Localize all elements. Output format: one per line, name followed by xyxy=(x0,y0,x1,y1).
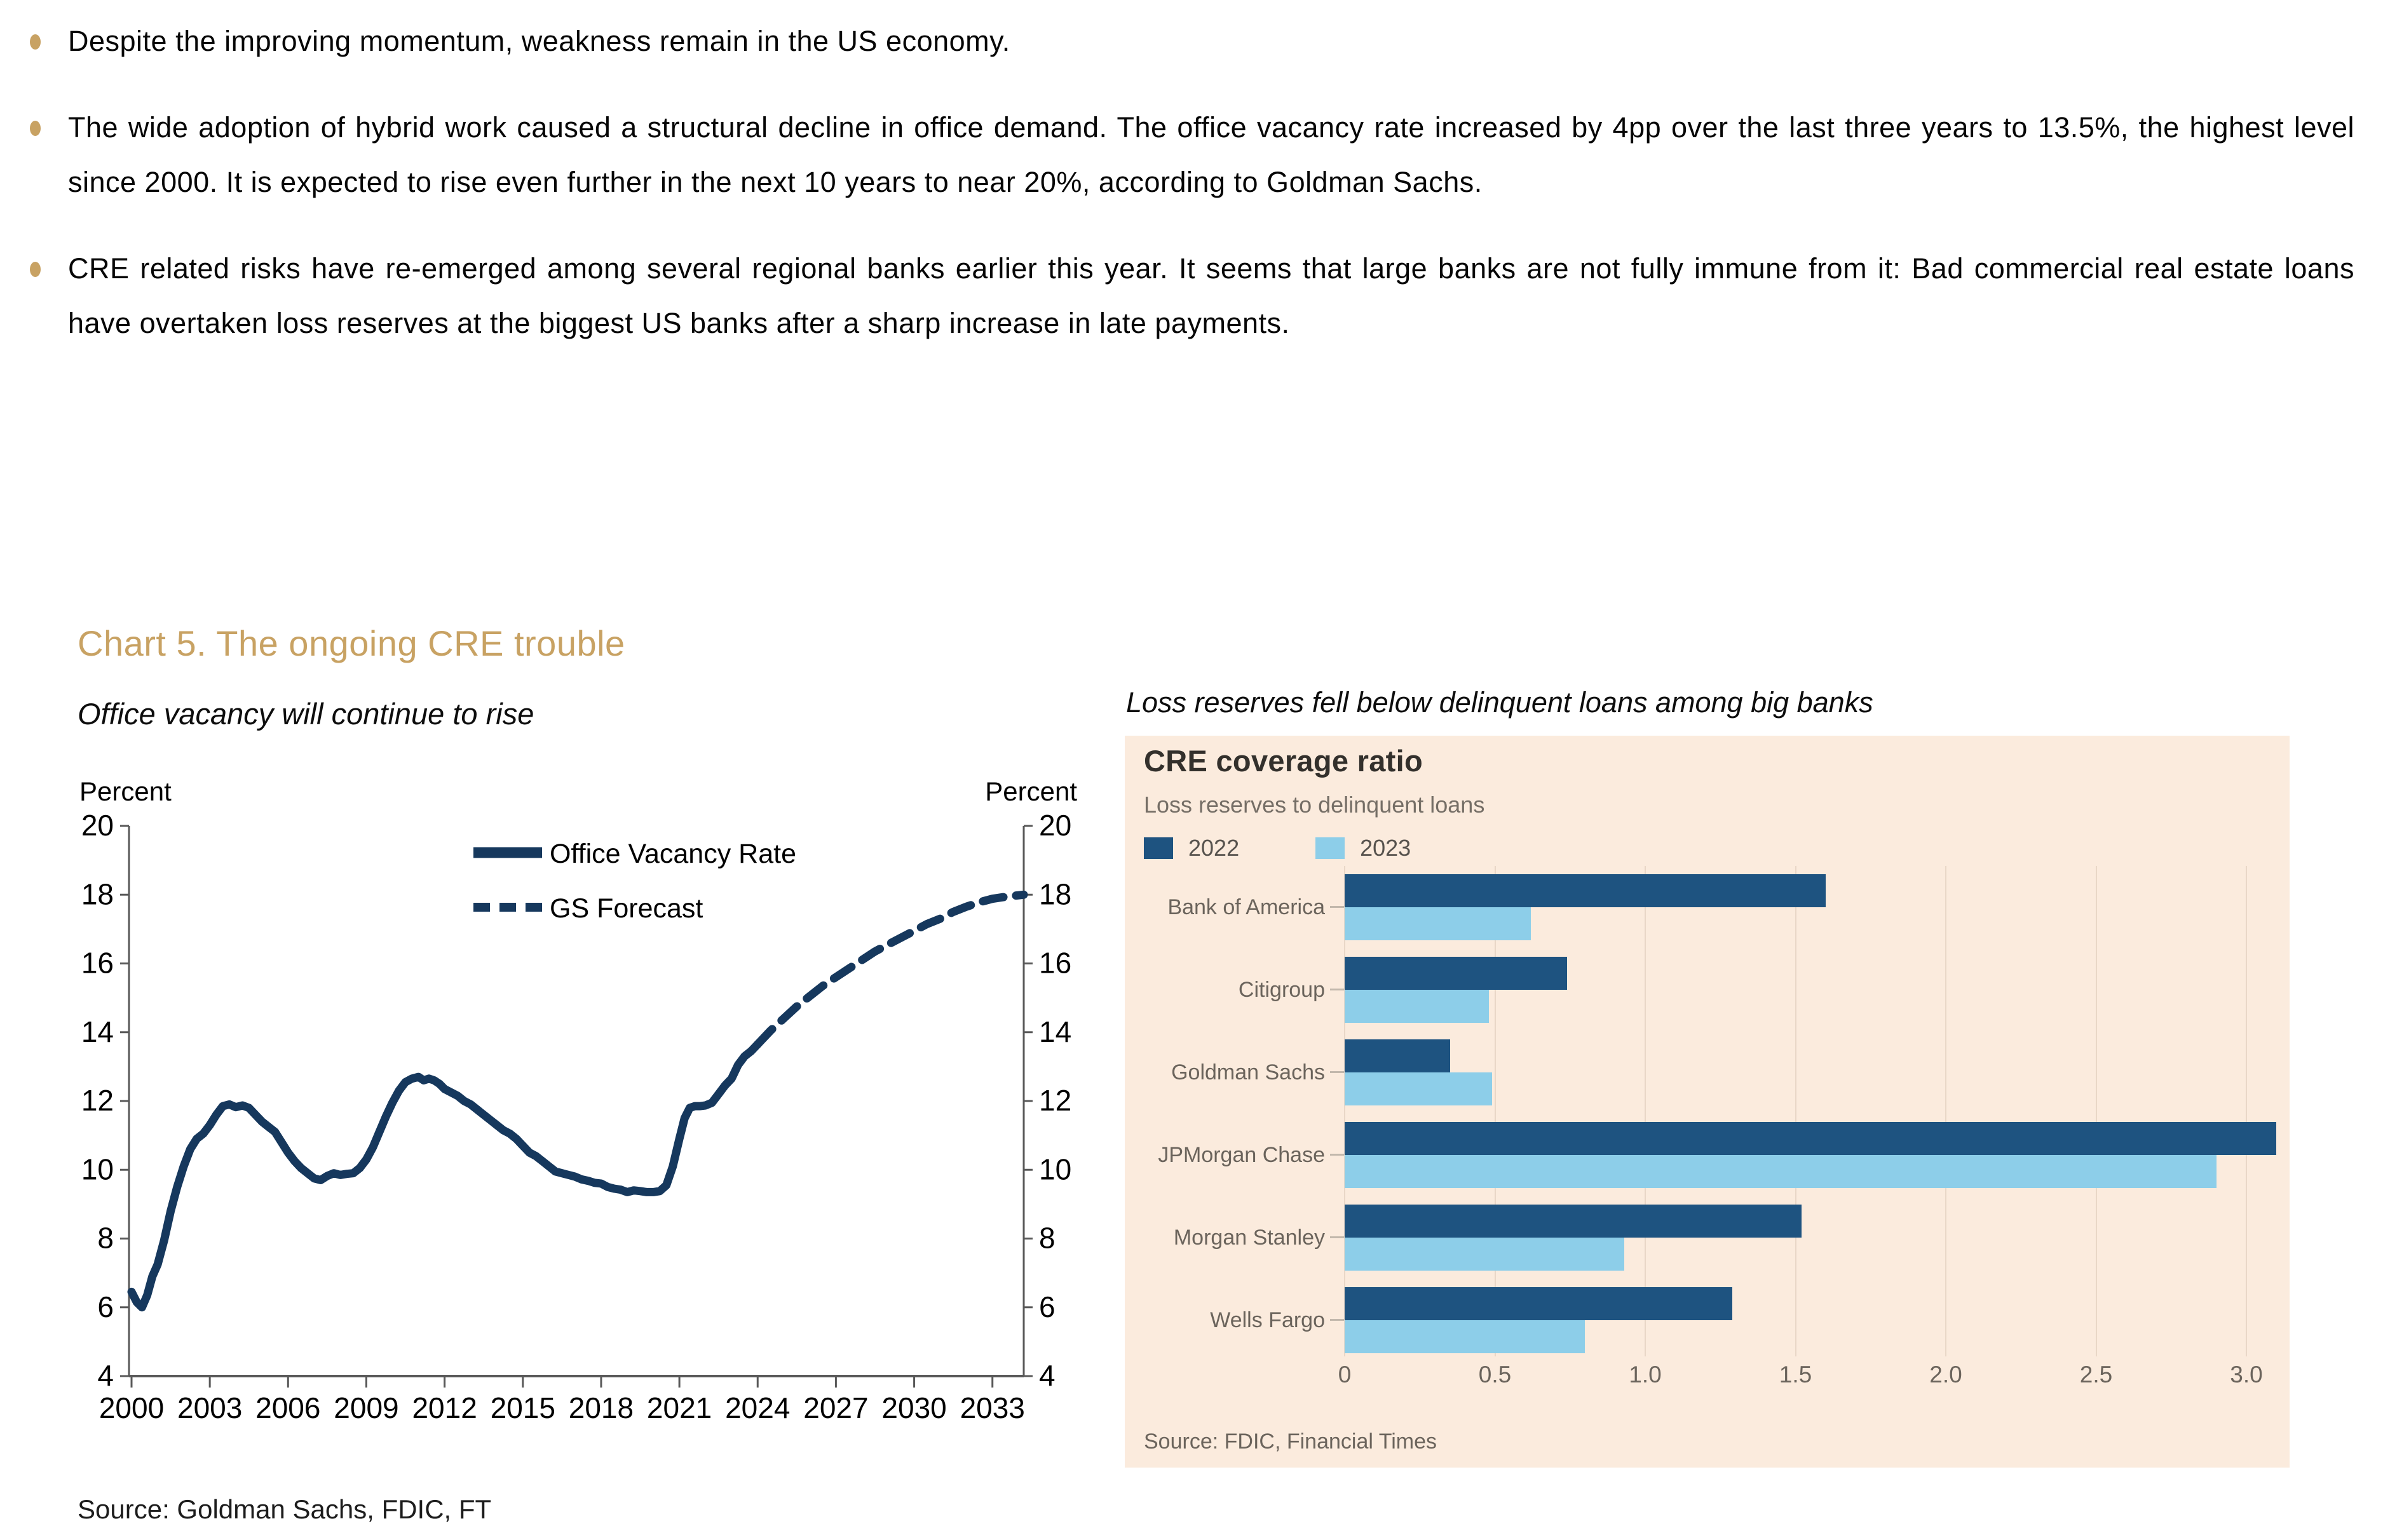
section-chart-title: Chart 5. The ongoing CRE trouble xyxy=(78,623,625,663)
cre-coverage-panel xyxy=(1125,736,2290,1468)
bank-tick-mark xyxy=(1330,906,1344,908)
bar-2022 xyxy=(1345,1205,1802,1238)
bank-label: Bank of America xyxy=(1167,895,1325,919)
panel-source: Source: FDIC, Financial Times xyxy=(1144,1429,1437,1454)
legend-year-label: 2022 xyxy=(1188,835,1240,861)
grid-line xyxy=(1795,866,1796,1356)
bar-2022 xyxy=(1345,1287,1732,1320)
bank-label: Morgan Stanley xyxy=(1173,1226,1325,1250)
y-tick-label: 18 xyxy=(1039,877,1072,911)
y-tick-label: 12 xyxy=(1039,1084,1072,1117)
bar-2023 xyxy=(1345,1155,2217,1188)
y-tick-label: 10 xyxy=(1039,1152,1072,1186)
panel-subtitle: Loss reserves to delinquent loans xyxy=(1144,792,1485,818)
x-tick-label: 2024 xyxy=(725,1391,791,1424)
bullet-dot-icon xyxy=(30,34,41,50)
y-tick-label: 16 xyxy=(81,946,114,980)
y-tick-label: 4 xyxy=(1039,1359,1056,1392)
bar-2023 xyxy=(1345,990,1489,1023)
y-tick-label: 20 xyxy=(1039,809,1072,842)
bar-2022 xyxy=(1345,1039,1450,1072)
bar-2022 xyxy=(1345,1122,2276,1155)
series-solid xyxy=(132,1044,757,1307)
bullet-dot-icon xyxy=(30,262,41,277)
y-tick-label: 12 xyxy=(81,1084,114,1117)
x-tick-label: 2009 xyxy=(334,1391,399,1424)
legend-item xyxy=(1144,835,1239,861)
y-tick-label: 4 xyxy=(97,1359,114,1392)
bar-x-tick-label: 2.0 xyxy=(1929,1361,1962,1388)
bank-tick-mark xyxy=(1330,1071,1344,1073)
y-tick-label: 10 xyxy=(81,1152,114,1186)
x-tick-label: 2015 xyxy=(490,1391,555,1424)
bar-x-tick-label: 2.5 xyxy=(2079,1361,2113,1388)
legend-label: Office Vacancy Rate xyxy=(550,839,796,869)
legend-year-label: 2023 xyxy=(1360,835,1411,861)
right-chart-heading: Loss reserves fell below delinquent loans among big banks xyxy=(1126,686,1873,719)
bullet-text: The wide adoption of hybrid work caused a structural decline in office demand. The office vacancy rate increased by 4pp over the last three years to 13.5%, the highest level since 2000. It is expected to rise even further in the next 10 years to near 20%, according to Goldman Sachs. xyxy=(68,111,2354,198)
bullet-text: Despite the improving momentum, weakness remain in the US economy. xyxy=(68,25,1010,57)
bullet-text: CRE related risks have re-emerged among several regional banks earlier this year. It seems that large banks are not fully immune from it: Bad commercial real estate loans have overtaken loss reserves at the biggest US banks after a sharp increase in late payments. xyxy=(68,252,2354,339)
x-tick-label: 2018 xyxy=(568,1391,634,1424)
bullet-item xyxy=(29,14,2354,69)
bank-tick-mark xyxy=(1330,989,1344,990)
grid-line xyxy=(2096,866,2097,1356)
x-tick-label: 2000 xyxy=(98,1391,165,1424)
legend-label: GS Forecast xyxy=(550,893,703,924)
y-tick-label: 14 xyxy=(1039,1015,1072,1048)
bullet-list xyxy=(29,14,2354,382)
x-tick-label: 2027 xyxy=(803,1391,869,1424)
grid-line xyxy=(2246,866,2247,1356)
grid-line xyxy=(1645,866,1646,1356)
bar-x-tick-label: 1.5 xyxy=(1779,1361,1812,1388)
y-tick-label: 6 xyxy=(1039,1290,1056,1323)
office-vacancy-line-chart xyxy=(60,756,1115,1512)
y-tick-label: 16 xyxy=(1039,946,1072,980)
x-tick-label: 2021 xyxy=(646,1391,712,1424)
left-chart-source: Source: Goldman Sachs, FDIC, FT xyxy=(78,1494,492,1524)
y-tick-label: 14 xyxy=(81,1015,114,1048)
x-tick-label: 2033 xyxy=(960,1391,1025,1424)
bar-x-tick-label: 1.0 xyxy=(1629,1361,1662,1388)
y-tick-label: 8 xyxy=(1039,1221,1056,1255)
bank-label: Citigroup xyxy=(1238,978,1325,1002)
bank-label: Goldman Sachs xyxy=(1171,1060,1325,1084)
panel-title: CRE coverage ratio xyxy=(1144,744,1423,778)
bar-legend xyxy=(1144,835,1411,861)
bank-label: JPMorgan Chase xyxy=(1158,1143,1325,1167)
legend-swatch-icon xyxy=(1315,837,1345,859)
bar-x-tick-label: 3.0 xyxy=(2230,1361,2263,1388)
series-dashed xyxy=(757,895,1024,1044)
bullet-item xyxy=(29,100,2354,210)
y-axis-title-right: Percent xyxy=(985,776,1077,806)
x-tick-label: 2003 xyxy=(177,1391,243,1424)
bar-2022 xyxy=(1345,874,1826,907)
legend-swatch-icon xyxy=(1144,837,1173,859)
bank-tick-mark xyxy=(1330,1319,1344,1321)
x-tick-label: 2006 xyxy=(255,1391,321,1424)
bar-2023 xyxy=(1345,1072,1492,1105)
left-chart-subtitle: Office vacancy will continue to rise xyxy=(78,697,534,731)
bar-2023 xyxy=(1345,1238,1624,1271)
bullet-dot-icon xyxy=(30,121,41,136)
bank-label: Wells Fargo xyxy=(1210,1308,1325,1332)
grid-line xyxy=(1945,866,1946,1356)
y-tick-label: 18 xyxy=(81,877,114,911)
bar-x-tick-label: 0.5 xyxy=(1478,1361,1512,1388)
y-tick-label: 8 xyxy=(97,1221,114,1255)
legend-item xyxy=(1315,835,1411,861)
bullet-item xyxy=(29,241,2354,351)
x-tick-label: 2030 xyxy=(881,1391,947,1424)
bank-tick-mark xyxy=(1330,1236,1344,1238)
bar-2022 xyxy=(1345,957,1567,990)
y-tick-label: 20 xyxy=(81,809,114,842)
bank-tick-mark xyxy=(1330,1154,1344,1156)
bar-2023 xyxy=(1345,1320,1585,1353)
bar-2023 xyxy=(1345,907,1531,940)
bar-x-tick-label: 0 xyxy=(1338,1361,1352,1388)
y-axis-title-left: Percent xyxy=(79,776,172,806)
y-tick-label: 6 xyxy=(97,1290,114,1323)
x-tick-label: 2012 xyxy=(412,1391,477,1424)
